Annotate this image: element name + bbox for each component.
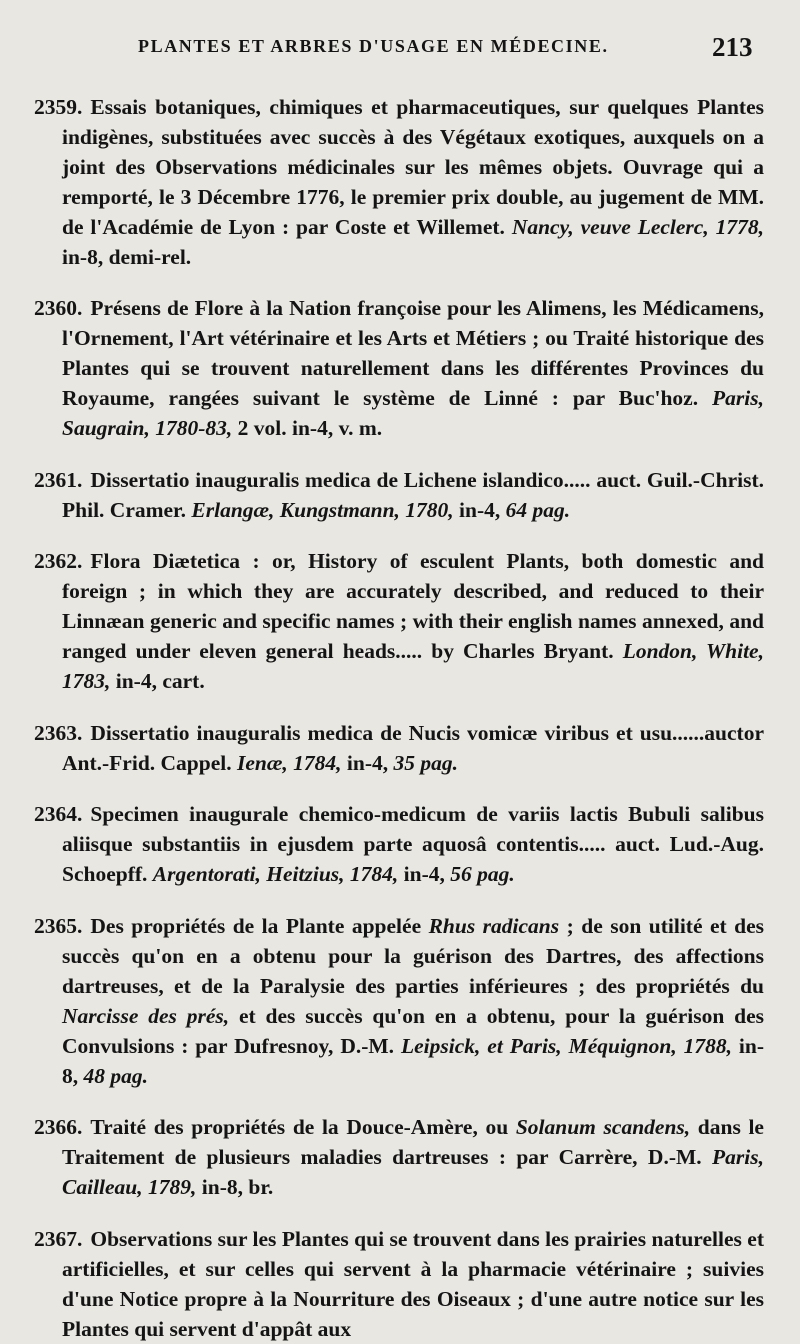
entry-text: ; de son utilité et des succès qu'on en a obtenu pour la guérison des Dartres, des affections dartreuses, et de la Paralysie des parties inférieures ; des propriétés du	[62, 913, 764, 998]
entry-2363	[34, 718, 764, 778]
entry-2365	[34, 911, 765, 1091]
entry-number: 2362.	[34, 549, 83, 573]
entry-imprint: 64 pag.	[505, 497, 571, 522]
entry-text: in-8, br.	[196, 1175, 274, 1199]
entry-2362	[34, 546, 764, 696]
entry-imprint: 35 pag.	[393, 750, 458, 775]
entry-text: Flora Diætetica : or, History of esculent Plants, both domestic and foreign ; in which they are accurately described, and reduced to their Linnæan generic and specific names ; with their english names annexed, and ranged under eleven general heads..... by Charles Bryant.	[62, 549, 764, 663]
entry-2359	[34, 92, 765, 272]
entry-2360	[34, 293, 764, 443]
entry-imprint: Erlangæ, Kungstmann, 1780,	[191, 497, 454, 522]
entry-imprint: Ienæ, 1784,	[237, 750, 342, 775]
entry-imprint: 48 pag.	[83, 1063, 148, 1088]
running-title: PLANTES ET ARBRES D'USAGE EN MÉDECINE.	[138, 36, 609, 56]
entry-imprint: Solanum scandens,	[515, 1115, 691, 1139]
entry-number: 2360.	[34, 296, 83, 320]
entry-imprint: Paris, Cailleau, 1789,	[62, 1145, 764, 1199]
entry-text: et des succès qu'on en a obtenu, pour la guérison des Convulsions : par Dufresnoy, D.-M.	[62, 1003, 765, 1058]
entry-text: in-8,	[62, 1033, 764, 1088]
entry-number: 2363.	[34, 720, 83, 745]
entry-2361	[34, 465, 764, 525]
entry-imprint: Rhus radicans	[428, 913, 560, 938]
entry-text: Specimen inaugurale chemico-medicum de variis lactis Bubuli salibus aliisque substantiis in ejusdem parte aquosâ contentis..... auct. Lud.-Aug. Schoepff.	[62, 802, 764, 886]
entry-number: 2367.	[34, 1226, 83, 1251]
entry-imprint: Paris, Saugrain, 1780-83,	[62, 386, 764, 440]
entry-text: Essais botaniques, chimiques et pharmaceutiques, sur quelques Plantes indigènes, substituées avec succès à des Végétaux exotiques, auxquels on a joint des Observations médicinales sur les mêmes objets. Ouvrage qui a remporté, le 3 Décembre 1776, le premier prix double, au jugement de MM. de l'Académie de Lyon : par Coste et Willemet.	[62, 94, 764, 239]
entry-imprint: Nancy, veuve Leclerc, 1778,	[511, 214, 765, 239]
entry-imprint: 56 pag.	[450, 862, 515, 886]
entry-text: in-4,	[341, 750, 394, 775]
bibliography-entries	[0, 70, 800, 1344]
entry-number: 2361.	[34, 467, 83, 492]
entry-2364	[34, 799, 764, 889]
entry-2367	[34, 1224, 764, 1344]
entry-imprint: Argentorati, Heitzius, 1784,	[152, 862, 399, 886]
entry-imprint: Leipsick, et Paris, Méquignon, 1788,	[400, 1033, 732, 1058]
entry-text: dans le Traitement de plusieurs maladies dartreuses : par Carrère, D.-M.	[62, 1115, 764, 1169]
entry-number: 2359.	[34, 94, 83, 119]
entry-text: Observations sur les Plantes qui se trouvent dans les prairies naturelles et artificielles, et sur celles qui servent à la pharmacie vétérinaire ; suivies d'une Notice propre à la Nourriture des Oiseaux ; d'une autre notice sur les Plantes qui servent d'appât aux	[62, 1226, 764, 1341]
entry-text: in-8, demi-rel.	[62, 244, 192, 269]
entry-number: 2365.	[34, 913, 83, 938]
running-head	[0, 34, 800, 68]
entry-imprint: Narcisse des prés,	[62, 1003, 230, 1028]
entry-text: Des propriétés de la Plante appelée	[90, 913, 429, 938]
entry-text: Dissertatio inauguralis medica de Nucis vomicæ viribus et usu......auctor Ant.-Frid. Cappel.	[62, 720, 764, 775]
entry-text: Présens de Flore à la Nation françoise pour les Alimens, les Médicamens, l'Ornement, l'Art vétérinaire et les Arts et Métiers ; ou Traité historique des Plantes qui se trouvent naturellement dans les différentes Provinces du Royaume, rangées suivant le système de Linné : par Buc'hoz.	[62, 296, 764, 410]
entry-text: 2 vol. in-4, v. m.	[232, 416, 383, 440]
entry-text: in-4, cart.	[110, 669, 205, 693]
entry-2366	[34, 1112, 764, 1202]
entry-text: Traité des propriétés de la Douce-Amère, ou	[90, 1115, 516, 1139]
entry-text: in-4,	[398, 862, 451, 886]
entry-number: 2364.	[34, 802, 83, 826]
entry-number: 2366.	[34, 1115, 83, 1139]
entry-text: in-4,	[453, 497, 506, 522]
page-number: 213	[712, 32, 753, 62]
entry-text: Dissertatio inauguralis medica de Lichene islandico..... auct. Guil.-Christ. Phil. Cramer.	[62, 467, 764, 522]
entry-imprint: London, White, 1783,	[62, 639, 764, 693]
